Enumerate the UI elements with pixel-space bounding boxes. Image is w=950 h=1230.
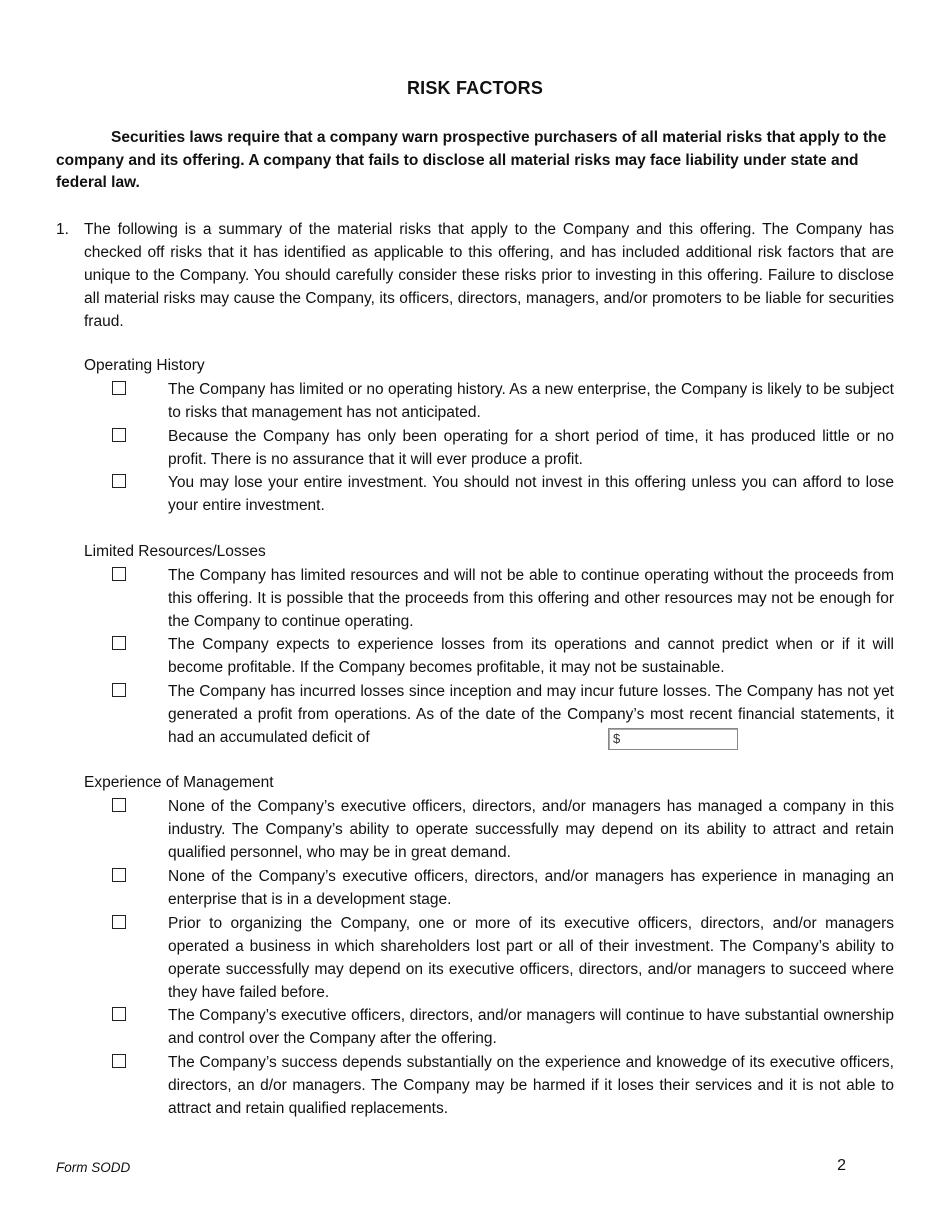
risk-checkbox[interactable] (112, 381, 126, 395)
numbered-item-1 (56, 218, 894, 333)
footer-form-name: Form SODD (56, 1160, 131, 1175)
risk-checkbox[interactable] (112, 1007, 126, 1021)
risk-item (112, 1004, 894, 1050)
risk-item (112, 795, 894, 864)
risk-item (112, 633, 894, 679)
accumulated-deficit-input[interactable]: $ (608, 728, 738, 750)
item-number: 1. (56, 221, 69, 238)
risk-text: The Company’s executive officers, directors, and/or managers will continue to have substantial ownership and control over the Company after the offering. (168, 1007, 894, 1047)
section-heading-operating-history: Operating History (84, 357, 205, 374)
section-heading-limited-resources: Limited Resources/Losses (84, 543, 266, 560)
risk-item (112, 1051, 894, 1120)
item-text: The following is a summary of the material risks that apply to the Company and this offering. The Company has checked off risks that it has identified as applicable to this offering, and has included additional risk factors that are unique to the Company. You should carefully consider these risks prior to investing in this offering. Failure to disclose all material risks may cause the Company, its officers, directors, managers, and/or promoters to be liable for securities fraud. (84, 221, 894, 330)
page-title: RISK FACTORS (406, 78, 544, 98)
risk-text: The Company’s success depends substantially on the experience and knowedge of its executive officers, directors, an d/or managers. The Company may be harmed if it loses their services and it is not able to attract and retain qualified replacements. (168, 1054, 894, 1117)
section-heading-experience-management: Experience of Management (84, 774, 274, 791)
risk-text: The Company has limited resources and will not be able to continue operating without the proceeds from this offering. It is possible that the proceeds from this offering and other resources may not be enough for the Company to continue operating. (168, 567, 894, 630)
risk-checkbox[interactable] (112, 683, 126, 697)
risk-text: The Company expects to experience losses from its operations and cannot predict when or if it will become profitable. If the Company becomes profitable, it may not be sustainable. (168, 636, 894, 676)
risk-text: The Company has limited or no operating history. As a new enterprise, the Company is likely to be subject to risks that management has not anticipated. (168, 381, 894, 421)
risk-text: Prior to organizing the Company, one or more of its executive officers, directors, and/or managers operated a business in which shareholders lost part or all of their investment. The Company’s ability to operate successfully may depend on its executive officers, directors, and/or managers to succeed where they have failed before. (168, 915, 894, 1001)
risk-item (112, 865, 894, 911)
risk-item (112, 425, 894, 471)
risk-checkbox[interactable] (112, 915, 126, 929)
risk-item (112, 471, 894, 517)
footer-page-number: 2 (837, 1157, 846, 1174)
risk-item (112, 378, 894, 424)
risk-checkbox[interactable] (112, 474, 126, 488)
risk-text: You may lose your entire investment. You should not invest in this offering unless you can afford to lose your entire investment. (168, 474, 894, 514)
intro-paragraph: Securities laws require that a company warn prospective purchasers of all material risks that apply to the company and its offering. A company that fails to disclose all material risks may face liability under state and federal law. (56, 129, 887, 191)
risk-text: None of the Company’s executive officers, directors, and/or managers has managed a company in this industry. The Company’s ability to operate successfully may depend on its ability to attract and retain qualified personnel, who may be in great demand. (168, 798, 894, 861)
risk-checkbox[interactable] (112, 428, 126, 442)
risk-checkbox[interactable] (112, 868, 126, 882)
risk-text: The Company has incurred losses since inception and may incur future losses. The Company has not yet generated a profit from operations. As of the date of the Company’s most recent financial statements, it had an accumulated deficit of (168, 683, 894, 746)
risk-text: None of the Company’s executive officers, directors, and/or managers has experience in managing an enterprise that is in a development stage. (168, 868, 894, 908)
risk-item (112, 912, 894, 1004)
risk-checkbox[interactable] (112, 567, 126, 581)
risk-checkbox[interactable] (112, 798, 126, 812)
risk-item (112, 680, 894, 749)
risk-checkbox[interactable] (112, 636, 126, 650)
risk-text: Because the Company has only been operating for a short period of time, it has produced little or no profit. There is no assurance that it will ever produce a profit. (168, 428, 894, 468)
risk-checkbox[interactable] (112, 1054, 126, 1068)
risk-item (112, 564, 894, 633)
